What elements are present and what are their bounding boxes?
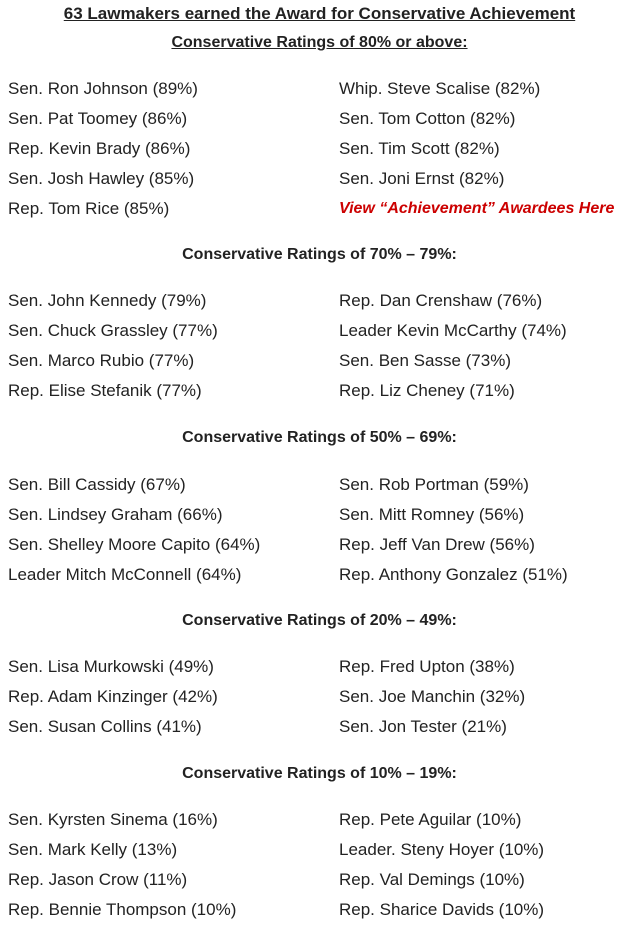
lawmaker-entry: Rep. Adam Kinzinger (42%) [8, 687, 218, 706]
table-row [0, 376, 639, 406]
lawmaker-entry: Rep. Val Demings (10%) [339, 870, 525, 889]
lawmaker-entry: Sen. Josh Hawley (85%) [8, 169, 195, 188]
section-heading-80-plus: Conservative Ratings of 80% or above: [171, 34, 468, 51]
lawmaker-entry: Sen. Marco Rubio (77%) [8, 351, 195, 370]
page-title: 63 Lawmakers earned the Award for Conservative Achievement [63, 4, 576, 23]
lawmaker-entry: Sen. Joni Ernst (82%) [339, 169, 505, 188]
lawmaker-entry: Rep. Fred Upton (38%) [339, 657, 515, 676]
table-row [0, 164, 639, 194]
lawmaker-entry: Rep. Tom Rice (85%) [8, 199, 170, 218]
lawmaker-entry: Whip. Steve Scalise (82%) [339, 79, 541, 98]
lawmaker-entry: Sen. Tom Cotton (82%) [339, 109, 516, 128]
lawmaker-entry: Sen. Tim Scott (82%) [339, 139, 500, 158]
table-row [0, 682, 639, 712]
section-heading-70-79: Conservative Ratings of 70% – 79%: [182, 246, 457, 263]
table-row [0, 470, 639, 500]
section-heading-20-49: Conservative Ratings of 20% – 49%: [182, 612, 457, 629]
table-row [0, 865, 639, 895]
lawmaker-entry: Leader Kevin McCarthy (74%) [339, 321, 567, 340]
lawmaker-entry: Rep. Sharice Davids (10%) [339, 900, 545, 919]
table-row [0, 560, 639, 590]
lawmaker-entry: Sen. Shelley Moore Capito (64%) [8, 535, 261, 554]
lawmaker-entry: Sen. Rob Portman (59%) [339, 475, 529, 494]
lawmaker-entry: Rep. Jason Crow (11%) [8, 870, 188, 889]
lawmaker-entry: Sen. Bill Cassidy (67%) [8, 475, 186, 494]
lawmaker-entry: Sen. Mark Kelly (13%) [8, 840, 178, 859]
lawmaker-entry: Leader. Steny Hoyer (10%) [339, 840, 545, 859]
lawmaker-entry: Rep. Liz Cheney (71%) [339, 381, 515, 400]
lawmaker-entry: Leader Mitch McConnell (64%) [8, 565, 242, 584]
table-row [0, 835, 639, 865]
table-row [0, 712, 639, 742]
table-row [0, 530, 639, 560]
table-row [0, 895, 639, 925]
lawmaker-entry: Rep. Kevin Brady (86%) [8, 139, 191, 158]
lawmaker-entry: Sen. Kyrsten Sinema (16%) [8, 810, 218, 829]
table-row [0, 194, 639, 224]
lawmaker-entry: Sen. Ron Johnson (89%) [8, 79, 198, 98]
section-heading-10-19: Conservative Ratings of 10% – 19%: [182, 765, 457, 782]
section-heading-50-69: Conservative Ratings of 50% – 69%: [182, 429, 457, 446]
table-row [0, 104, 639, 134]
lawmaker-entry: Sen. John Kennedy (79%) [8, 291, 207, 310]
lawmaker-entry: Rep. Dan Crenshaw (76%) [339, 291, 543, 310]
table-row [0, 500, 639, 530]
lawmaker-entry: Rep. Elise Stefanik (77%) [8, 381, 202, 400]
table-row [0, 346, 639, 376]
lawmaker-entry: Sen. Joe Manchin (32%) [339, 687, 526, 706]
table-row [0, 652, 639, 682]
view-awardees-link[interactable]: View “Achievement” Awardees Here [339, 200, 615, 217]
lawmaker-entry: Rep. Anthony Gonzalez (51%) [339, 565, 568, 584]
table-row [0, 805, 639, 835]
lawmaker-entry: Rep. Pete Aguilar (10%) [339, 810, 522, 829]
table-row [0, 286, 639, 316]
lawmaker-entry: Sen. Lindsey Graham (66%) [8, 505, 223, 524]
lawmaker-entry: Sen. Ben Sasse (73%) [339, 351, 511, 370]
table-row [0, 134, 639, 164]
lawmaker-entry: Sen. Pat Toomey (86%) [8, 109, 188, 128]
lawmaker-entry: Sen. Susan Collins (41%) [8, 717, 202, 736]
lawmaker-entry: Rep. Jeff Van Drew (56%) [339, 535, 535, 554]
table-row [0, 316, 639, 346]
lawmaker-entry: Sen. Lisa Murkowski (49%) [8, 657, 214, 676]
lawmaker-entry: Rep. Bennie Thompson (10%) [8, 900, 237, 919]
lawmaker-entry: Sen. Chuck Grassley (77%) [8, 321, 218, 340]
lawmaker-entry: Sen. Jon Tester (21%) [339, 717, 507, 736]
table-row [0, 74, 639, 104]
lawmaker-entry: Sen. Mitt Romney (56%) [339, 505, 525, 524]
